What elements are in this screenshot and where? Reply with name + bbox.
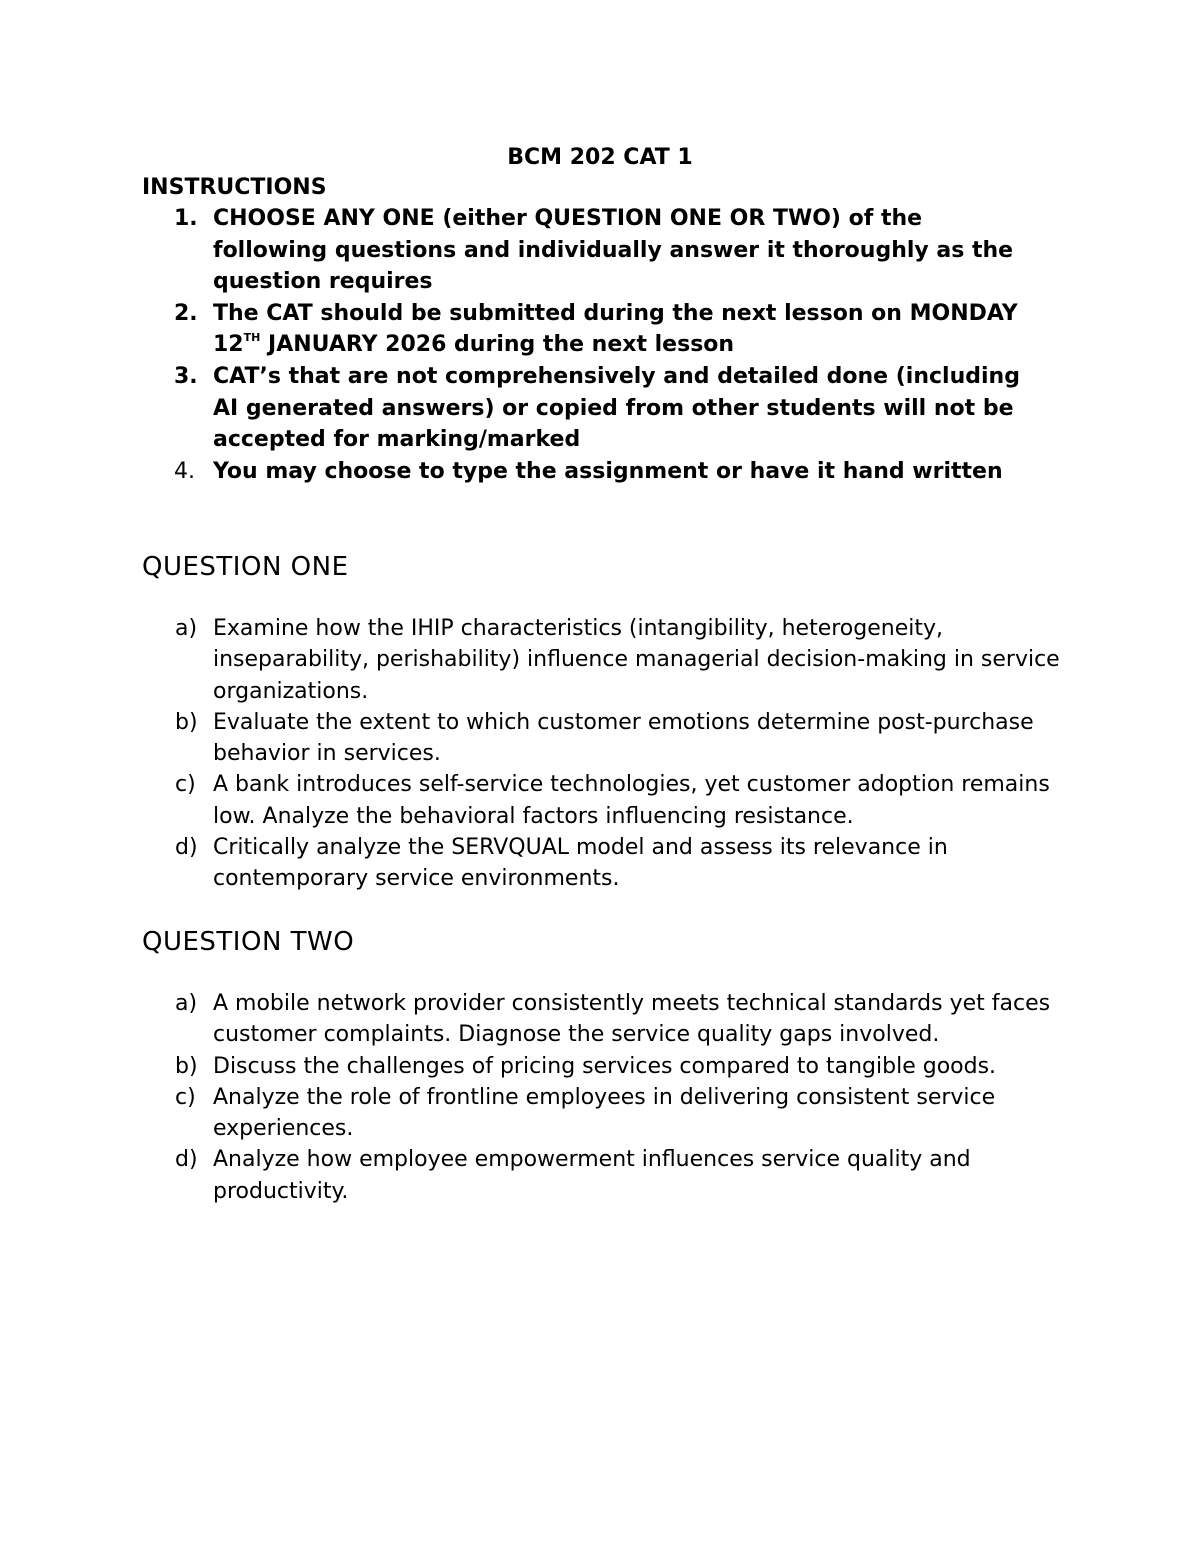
instruction-item	[142, 298, 1042, 361]
question-two-item	[142, 988, 1062, 1051]
item-letter: d)	[175, 1147, 198, 1173]
instruction-text-continued: JANUARY 2026 during the next lesson	[260, 332, 735, 358]
instruction-number: 3.	[174, 363, 198, 389]
item-text: A mobile network provider consistently meets technical standards yet faces customer complaints. Diagnose the service quality gaps involved.	[213, 991, 1051, 1048]
question-two-item	[142, 1144, 1062, 1207]
question-one-item	[142, 707, 1062, 770]
item-text: Evaluate the extent to which customer emotions determine post-purchase behavior in services.	[213, 709, 1034, 767]
instruction-number: 2.	[174, 300, 198, 326]
instructions-list	[142, 203, 1042, 487]
item-text: Discuss the challenges of pricing services compared to tangible goods.	[213, 1053, 997, 1079]
item-letter: d)	[175, 835, 198, 861]
instruction-text: CHOOSE ANY ONE (either QUESTION ONE OR TWO) of the following questions and individually answer it thoroughly as the question requires	[213, 206, 1014, 295]
item-text: Critically analyze the SERVQUAL model and assess its relevance in contemporary service environments.	[213, 835, 948, 892]
document-title: BCM 202 CAT 1	[507, 145, 693, 170]
item-letter: b)	[175, 709, 198, 735]
item-letter: a)	[175, 616, 198, 641]
instruction-item	[142, 456, 1042, 488]
instruction-item	[142, 203, 1042, 298]
instruction-number: 1.	[174, 206, 198, 231]
item-text: Examine how the IHIP characteristics (intangibility, heterogeneity, inseparability, perishability) influence managerial decision-making in service organizations.	[213, 616, 1060, 704]
item-letter: a)	[175, 991, 198, 1016]
ordinal-superscript: TH	[243, 331, 261, 345]
instruction-item	[142, 361, 1042, 456]
instruction-text: CAT’s that are not comprehensively and detailed done (including AI generated answers) or copied from other students will not be accepted for marking/marked	[213, 363, 1020, 453]
item-letter: c)	[175, 772, 196, 798]
question-one-list	[142, 613, 1062, 895]
question-one-item	[142, 769, 1062, 832]
question-two-list	[142, 988, 1062, 1207]
question-two-heading: QUESTION TWO	[142, 927, 355, 957]
instruction-number: 4.	[174, 458, 195, 484]
question-two-item	[142, 1051, 1062, 1082]
question-two-item	[142, 1082, 1062, 1145]
item-letter: b)	[175, 1053, 198, 1079]
question-one-item	[142, 832, 1062, 895]
question-one-heading: QUESTION ONE	[142, 552, 349, 582]
instruction-text: The CAT should be submitted during the next lesson on MONDAY 12	[213, 300, 1018, 358]
item-letter: c)	[175, 1084, 196, 1110]
item-text: Analyze the role of frontline employees in delivering consistent service experiences.	[213, 1084, 996, 1142]
instructions-heading: INSTRUCTIONS	[142, 175, 327, 200]
item-text: Analyze how employee empowerment influences service quality and productivity.	[213, 1147, 971, 1204]
question-one-item	[142, 613, 1062, 707]
instruction-text: You may choose to type the assignment or have it hand written	[213, 458, 1003, 484]
item-text: A bank introduces self-service technologies, yet customer adoption remains low. Analyze the behavioral factors influencing resistance.	[213, 772, 1050, 829]
